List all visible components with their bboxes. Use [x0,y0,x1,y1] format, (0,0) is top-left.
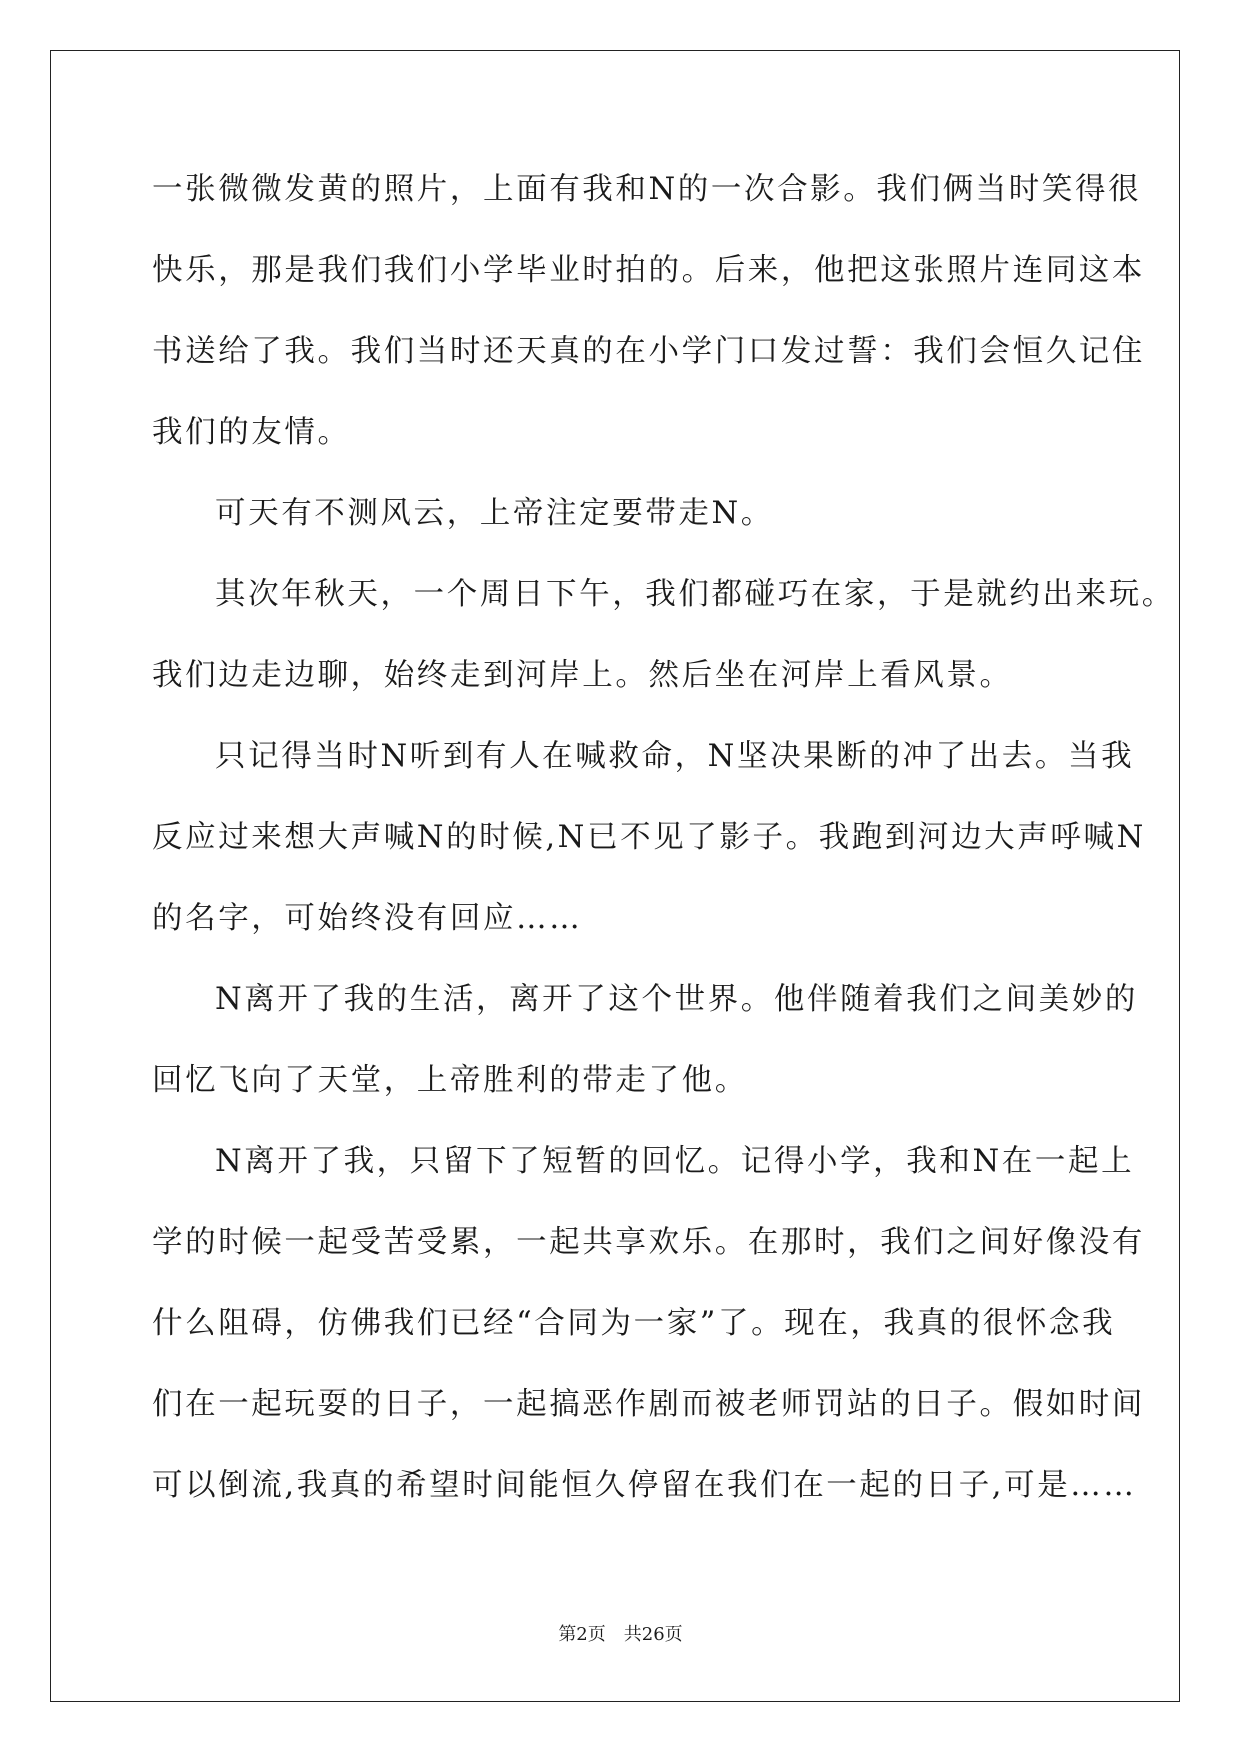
text-line: 只记得当时N听到有人在喊救命，N坚决果断的冲了出去。当我 [215,739,1135,774]
text-line: N离开了我的生活，离开了这个世界。他伴随着我们之间美妙的 [215,982,1138,1017]
text-line: 学的时候一起受苦受累，一起共享欢乐。在那时，我们之间好像没有 [152,1225,1145,1260]
text-line: 一张微微发黄的照片，上面有我和N的一次合影。我们俩当时笑得很 [152,172,1142,207]
text-line: 我们边走边聊，始终走到河岸上。然后坐在河岸上看风景。 [152,658,1013,693]
text-line: 其次年秋天，一个周日下午，我们都碰巧在家，于是就约出来玩。 [215,577,1175,612]
text-line: 书送给了我。我们当时还天真的在小学门口发过誓：我们会恒久记住 [152,334,1145,369]
text-line: 的名字，可始终没有回应…… [152,901,583,936]
page-number-footer: 第2页 共26页 [558,1624,683,1645]
text-line: N离开了我，只留下了短暂的回忆。记得小学，我和N在一起上 [215,1144,1135,1179]
text-line: 可以倒流,我真的希望时间能恒久停留在我们在一起的日子,可是…… [152,1468,1137,1503]
text-line: 我们的友情。 [152,415,351,450]
text-line: 反应过来想大声喊N的时候,N已不见了影子。我跑到河边大声呼喊N [152,820,1146,855]
text-line: 回忆飞向了天堂，上帝胜利的带走了他。 [152,1063,748,1098]
text-line: 们在一起玩耍的日子，一起搞恶作剧而被老师罚站的日子。假如时间 [152,1387,1145,1422]
text-line: 什么阻碍，仿佛我们已经“合同为一家”了。现在，我真的很怀念我 [152,1306,1116,1341]
text-line: 快乐，那是我们我们小学毕业时拍的。后来，他把这张照片连同这本 [152,253,1145,288]
text-line: 可天有不测风云，上帝注定要带走N。 [215,496,774,531]
document-body [152,164,1175,1541]
